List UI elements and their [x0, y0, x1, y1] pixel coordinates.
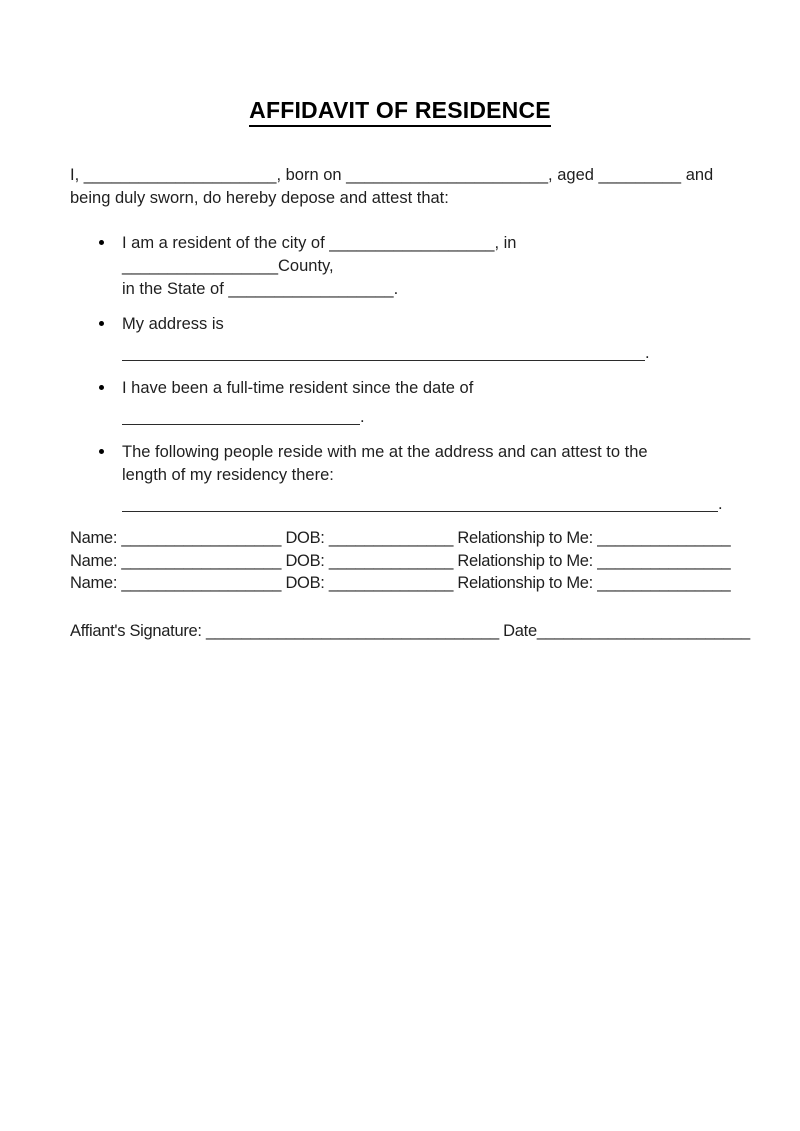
resident-roster [70, 527, 730, 595]
preamble-paragraph [70, 164, 730, 210]
list-item [70, 377, 730, 429]
bullet-1-line-1: I am a resident of the city of __________________, in _________________County, [122, 234, 517, 275]
residency-date-blank-rule[interactable] [122, 413, 360, 425]
bullet-4-line-1: The following people reside with me at the address and can attest to the [122, 443, 648, 461]
address-period: . [645, 344, 650, 362]
preamble-line-1: I, _____________________, born on ______________________, aged _________ and [70, 166, 714, 184]
address-blank-rule[interactable] [122, 349, 645, 361]
table-row[interactable]: Name: __________________ DOB: ______________ Relationship to Me: _______________ [70, 574, 731, 592]
bullet-dot-icon [99, 321, 104, 326]
bullet-dot-icon [99, 385, 104, 390]
table-row[interactable]: Name: __________________ DOB: ______________ Relationship to Me: _______________ [70, 551, 731, 570]
cohabitants-fill-line[interactable] [122, 493, 730, 516]
list-item [70, 313, 730, 365]
signature-line [70, 620, 750, 643]
bullet-2-line-1: My address is [122, 315, 224, 333]
list-item [70, 232, 730, 301]
affiant-signature-field[interactable]: Affiant's Signature: _________________________________ Date________________________ [70, 622, 750, 640]
cohabitants-blank-rule[interactable] [122, 500, 718, 512]
address-fill-line[interactable] [122, 342, 730, 365]
bullet-dot-icon [99, 449, 104, 454]
cohabitants-period: . [718, 495, 723, 513]
residency-date-fill-line[interactable] [122, 406, 730, 429]
bullet-4-line-2: length of my residency there: [122, 466, 334, 484]
bullet-3-line-1: I have been a full-time resident since the date of [122, 379, 474, 397]
bullet-dot-icon [99, 240, 104, 245]
attestation-list [70, 232, 730, 516]
page-title-text: AFFIDAVIT OF RESIDENCE [249, 97, 551, 127]
residency-date-period: . [360, 408, 365, 426]
list-item [70, 441, 730, 516]
page-title [0, 97, 800, 124]
table-row[interactable]: Name: __________________ DOB: ______________ Relationship to Me: _______________ [70, 529, 731, 547]
preamble-line-2: being duly sworn, do hereby depose and attest that: [70, 189, 449, 207]
bullet-1-line-2: in the State of __________________. [122, 280, 399, 298]
